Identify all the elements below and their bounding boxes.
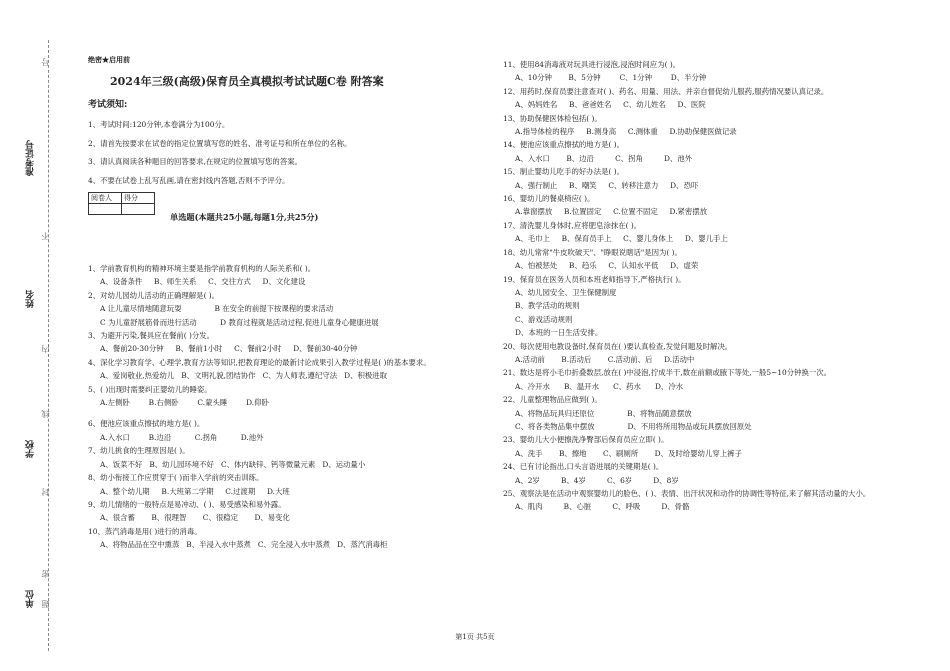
right-questions bbox=[503, 58, 923, 514]
seal-mark: 内 bbox=[41, 345, 50, 353]
question-item bbox=[88, 444, 483, 471]
question-options: A、强行制止 B、嘲笑 C、转移注意力 D、恐吓 bbox=[515, 180, 699, 190]
seal-mark: 不 bbox=[41, 232, 50, 240]
question-options: A.活动前 B.活动后 C.活动前、后 D.活动中 bbox=[515, 354, 695, 364]
question-text: 6、便池应该重点擦拭的地方是( )。 bbox=[88, 419, 205, 429]
question-options: A.入水口 B.边沿 C.拐角 D.池外 bbox=[100, 432, 264, 442]
question-item bbox=[503, 138, 923, 165]
question-item bbox=[503, 192, 923, 219]
question-item bbox=[503, 58, 923, 85]
question-item bbox=[88, 409, 483, 417]
left-column bbox=[88, 55, 483, 215]
left-questions bbox=[88, 262, 483, 552]
question-text: 23、婴幼儿大小便擦洗净臀部后保育员应立即( )。 bbox=[503, 435, 669, 445]
question-text: 25、观察法是在活动中观察婴幼儿的脸色、( )、表情、出汗状况和动作的协调性等特征,来了解其活动量的大小。 bbox=[503, 489, 871, 498]
question-text: 8、幼小衔接工作应贯穿于( )而非入学前的突击训练。 bbox=[88, 473, 264, 483]
side-label-school: 学校 bbox=[26, 440, 36, 458]
side-label-exam-number: 准考证号 bbox=[26, 140, 36, 176]
question-item bbox=[503, 112, 923, 139]
question-text: 19、保育员在医务人员和本班老师指导下,严格执行( )。 bbox=[503, 274, 686, 284]
question-text: 3、为避开污染,餐具应在餐前( )分发。 bbox=[88, 331, 215, 341]
notice-item: 3、请认真阅读各种题目的回答要求,在规定的位置填写您的答案。 bbox=[88, 157, 302, 167]
question-options: A、餐前20-30分钟 B、餐前1小时 C、餐前2小时 D、餐前30-40分钟 bbox=[100, 344, 358, 354]
notice-list bbox=[88, 116, 483, 190]
question-options: A.指导体检的程序 B.测身高 C.测体重 D.协助保健医做记录 bbox=[515, 127, 737, 137]
question-options: A 让儿童尽情地随意玩耍 B 在安全的前提下按课程的要求活动 C 为儿童舒展筋骨而进行活动 D 教育过程就是活动过程,促进儿童身心健康进展 bbox=[100, 304, 379, 327]
seal-mark: 号 bbox=[41, 58, 50, 66]
question-item bbox=[88, 329, 483, 356]
question-item bbox=[503, 393, 923, 433]
question-options: A、肌肉 B、心脏 C、呼吸 D、骨骼 bbox=[515, 502, 690, 512]
page-footer: 第1页 共5页 bbox=[455, 633, 495, 641]
question-text: 2、对幼儿园幼儿活动的正确理解是( )。 bbox=[88, 290, 220, 300]
question-options: A.靠窗摆放 B.位置固定 C.位置不固定 D.紧密摆放 bbox=[515, 207, 708, 217]
question-text: 7、幼儿挑食的生理原因是( )。 bbox=[88, 446, 190, 456]
notice-item: 2、请首先按要求在试卷的指定位置填写您的姓名、准考证号和所在单位的名称。 bbox=[88, 138, 352, 148]
section-heading: 单选题(本题共25小题,每题1分,共25分) bbox=[170, 212, 319, 222]
side-label-name: 姓名 bbox=[26, 290, 36, 308]
question-item bbox=[88, 498, 483, 525]
score-table-grader: 阅卷人 bbox=[89, 193, 122, 204]
question-text: 4、深化学习教育学、心理学,教育方法等知识,把教育理论的最新讨论成果引入教学过程是( )的基本要求。 bbox=[88, 357, 431, 367]
question-options: A、饭菜不好 B、幼儿园环境不好 C、体内缺锌、钙等微量元素 D、运动量小 bbox=[100, 459, 366, 469]
question-item bbox=[503, 273, 923, 340]
question-text: 24、已有讨论指出,口头言语进展的关键期是( )。 bbox=[503, 462, 664, 472]
question-text: 20、每次使用电教设备时,保育员在( )要认真检查,发觉问题及时解决。 bbox=[503, 341, 733, 351]
score-table-score: 得分 bbox=[122, 193, 155, 204]
page-title: 2024年三级(高级)保育员全真模拟考试试题C卷 附答案 bbox=[110, 75, 384, 88]
notice-heading: 考试须知: bbox=[88, 100, 128, 110]
question-item bbox=[503, 246, 923, 273]
notice-item: 4、不要在试卷上乱写乱画,请在密封线内答题,否则不予评分。 bbox=[88, 175, 290, 185]
question-item bbox=[88, 471, 483, 498]
score-table-cell[interactable] bbox=[122, 204, 155, 215]
question-item bbox=[503, 219, 923, 246]
question-options: A、怕被惩处 B、趋乐 C、认知水平低 D、虚荣 bbox=[515, 261, 699, 271]
notice-item: 1、考试时间:120分钟,本卷满分为100分。 bbox=[88, 120, 230, 129]
seal-mark: 封 bbox=[41, 488, 50, 496]
question-options: A、入水口 B、边沿 C、拐角 D、池外 bbox=[515, 153, 693, 163]
question-item bbox=[88, 356, 483, 383]
question-text: 22、儿童整理物品应做到( )。 bbox=[503, 395, 602, 405]
question-options: A、爱岗敬业,热爱幼儿 B、文明礼貌,团结协作 C、为人师表,遵纪守法 D、积极进取 bbox=[100, 371, 388, 381]
question-text: 17、清洗婴儿身体时,应将肥皂涂抹在( )。 bbox=[503, 220, 642, 230]
question-item bbox=[88, 289, 483, 329]
question-text: 1、学前教育机构的精神环境主要是指学前教育机构的人际关系和( )。 bbox=[88, 264, 316, 273]
seal-mark: 密 bbox=[41, 570, 50, 578]
question-text: 15、制止婴幼儿吃手的好办法是( )。 bbox=[503, 167, 624, 177]
question-options: A、将物品玩具归还原位 B、将物品随意摆放 C、将各类物品集中摆放 D、不用将所用物品或玩具摆放回原处 bbox=[515, 408, 752, 431]
question-text: 16、婴幼儿的餐桌椅应( )。 bbox=[503, 194, 595, 204]
question-options: A、冷开水 B、温开水 C、药水 D、冷水 bbox=[515, 381, 684, 391]
question-options: A、设备条件 B、师生关系 C、交往方式 D、文化建设 bbox=[100, 277, 306, 287]
question-options: A、妈妈姓名 B、爸爸姓名 C、幼儿姓名 D、医院 bbox=[515, 100, 706, 110]
question-options: A、将物品品在空中熏蒸 B、半浸入水中蒸煮 C、完全浸入水中蒸煮 D、蒸汽消毒柜 bbox=[100, 540, 388, 550]
question-item bbox=[503, 460, 923, 487]
seal-mark: 题 bbox=[41, 600, 50, 608]
score-table bbox=[88, 192, 155, 215]
question-item bbox=[503, 433, 923, 460]
question-item bbox=[88, 525, 483, 552]
question-text: 13、协助保健医体检包括( )。 bbox=[503, 113, 602, 123]
question-item bbox=[88, 262, 483, 289]
question-text: 14、便池应该重点擦拭的地方是( )。 bbox=[503, 140, 624, 150]
question-options: A、整个幼儿期 B.大班第二学期 C.过渡期 D.大班 bbox=[100, 486, 290, 496]
score-table-cell[interactable] bbox=[89, 204, 122, 215]
question-text: 9、幼儿情绪的一般特点是易冲动、( )、易受感染和易外露。 bbox=[88, 499, 286, 509]
question-item bbox=[88, 383, 483, 410]
question-options: A.左侧卧 B.右侧卧 C.蒙头睡 D.仰卧 bbox=[100, 398, 269, 408]
question-options: A、毛巾上 B、保育员手上 C、婴儿身体上 D、婴儿手上 bbox=[515, 234, 728, 244]
question-item bbox=[503, 487, 923, 514]
question-text: 18、幼儿常常"牛皮吹破天"、"睁眼说瞎话"是因为( )。 bbox=[503, 247, 682, 257]
question-item bbox=[503, 85, 923, 112]
question-text: 21、数达是将小毛巾折叠数层,放在( )中浸泡,拧成半干,数在前额或腋下等处,一般5~10分钟换一次。 bbox=[503, 368, 832, 378]
question-item bbox=[503, 340, 923, 367]
question-options: A、洗手 B、擦地 C、刷厕所 D、及时给婴幼儿穿上裤子 bbox=[515, 448, 742, 458]
question-options: A、10分钟 B、5分钟 C、1分钟 D、半分钟 bbox=[515, 73, 707, 83]
question-options: A、很含蓄 B、很理智 C、很稳定 D、易变化 bbox=[100, 513, 290, 523]
question-text: 11、使用84消毒液对玩具进行浸泡,浸泡时间应为( )。 bbox=[503, 60, 681, 69]
question-text: 5、( )出现时需要纠正婴幼儿的睡姿。 bbox=[88, 384, 212, 394]
question-text: 12、用药时,保育员要注意查对( )、药名、用量、用法、并亲自督促幼儿服药,服药情况要认真记录。 bbox=[503, 86, 829, 96]
question-item bbox=[503, 366, 923, 393]
question-options: A、幼儿园安全、卫生保健制度 B、教学活动的规则 C、游戏活动规则 D、本班的一日生活安排。 bbox=[515, 287, 617, 338]
seal-mark: 线 bbox=[41, 410, 50, 418]
side-label-unit: 单位 bbox=[26, 590, 36, 608]
secret-mark: 绝密★启用前 bbox=[88, 55, 130, 64]
question-item bbox=[88, 417, 483, 444]
question-text: 10、蒸汽消毒是用( )进行的消毒。 bbox=[88, 526, 202, 536]
question-item bbox=[503, 165, 923, 192]
question-options: A、2岁 B、4岁 C、6岁 D、8岁 bbox=[515, 475, 679, 485]
